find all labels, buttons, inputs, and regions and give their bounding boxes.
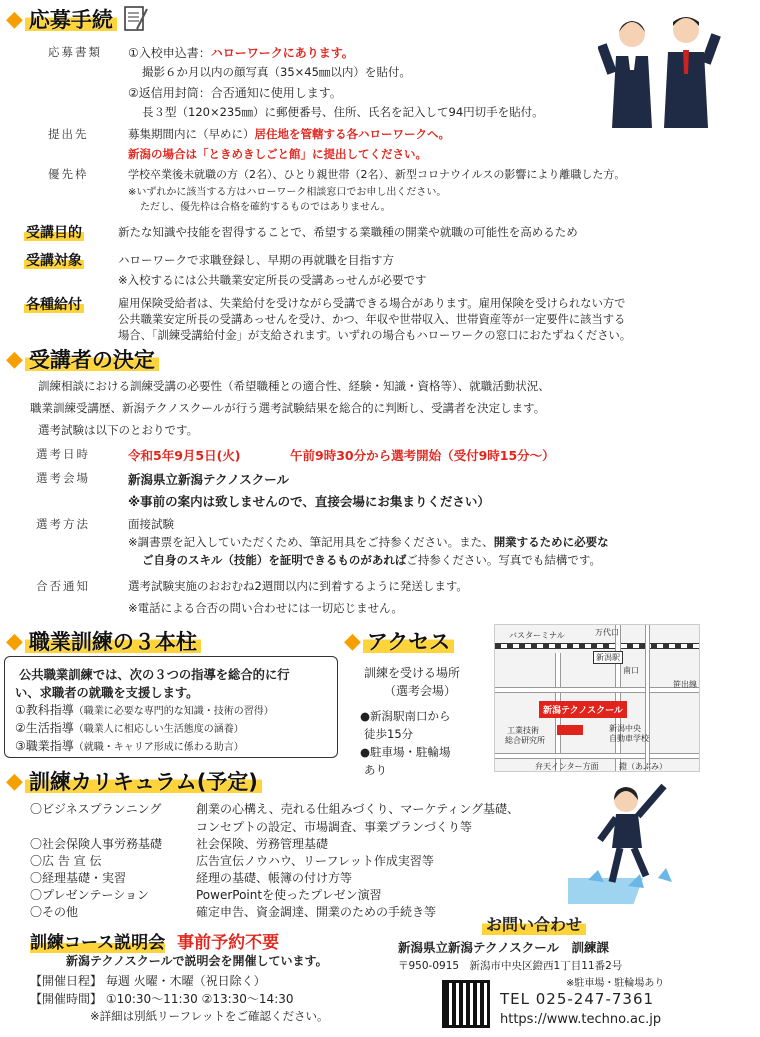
pillars-intro1: 公共職業訓練では、次の３つの指導を総合的に行 [19,668,290,682]
curriculum-desc: コンセプトの設定、市場調査、事業プランづくり等 [196,820,473,834]
access-map[interactable] [494,624,700,772]
submit: 募集期間内に（早めに）居住地を管轄する各ハローワークへ。 [128,127,450,141]
purpose-text: 新たな知識や技能を習得することで、希望する業職種の開業や就職の可能性を高めるため [118,225,578,239]
priority: 学校卒業後未就職の方（2名）、ひとり親世帯（2名）、新型コロナウイルスの影響により離職した方。 [128,168,626,181]
map-label-school: 新潟テクノスクール [539,701,627,718]
curriculum-desc: 経理の基礎、帳簿の付け方等 [196,871,353,885]
access-walk: ●新潟駅南口から [360,709,451,723]
exam-method: 面接試験 [128,517,174,531]
curriculum-item: 〇その他 [30,905,79,919]
pillar-item: ①教科指導（職業に必要な専門的な知識・技術の習得） [15,703,274,717]
submit-niigata: 新潟の場合は「ときめきしごと館」に提出してください。 [128,147,427,161]
exam-venue: 新潟県立新潟テクノスクール [128,472,290,487]
target-note: ※入校するには公共職業安定所長の受講あっせんが必要です [118,273,427,287]
pillars-intro2: い、求職者の就職を支援します。 [15,686,199,700]
briefing-line1: 新潟テクノスクールで説明会を開催しています。 [66,954,328,968]
label-submit: 提出先 [48,127,89,141]
exam-date: 令和5年9月5日(火) [128,448,241,463]
business-people-illustration [598,4,722,128]
briefing-note: ※詳細は別紙リーフレットをご確認ください。 [90,1009,329,1023]
access-walk2: 徒歩15分 [364,727,414,741]
contact-url[interactable]: https://www.techno.ac.jp [500,1012,662,1027]
map-label-lab1: 工業技術 [507,726,539,735]
access-parking: ●駐車場・駐輪場 [360,745,451,759]
target-text: ハローワークで求職登録し、早期の再就職を目指す方 [118,253,394,267]
map-label-driving: 自動車学校 [609,734,649,743]
contact-address: 〒950-0915 新潟市中央区鐙西1丁目11番2号 [398,960,623,972]
tag-purpose: 受講目的 [24,222,84,242]
document-icon [123,5,149,33]
curriculum-item: 〇経理基礎・実習 [30,871,127,885]
briefing-time: 【開催時間】 ①10:30～11:30 ②13:30～14:30 [30,992,294,1006]
road [495,753,700,759]
method-note2: ご自身のスキル（技能）を証明できるものがあればご持参ください。写真でも結構です。 [142,553,601,567]
briefing-days: 【開催日程】 毎週 火曜・木曜（祝日除く） [30,974,266,988]
map-label-ic: 弁天インター方面 [535,762,599,771]
tag-target: 受講対象 [24,250,84,270]
access-parking2: あり [364,763,387,777]
benefit-line2: 公共職業安定所長の受講あっせんを受け、かつ、年収や世帯収入、世帯資産等が一定要件に該当する [118,313,626,326]
benefit-line1: 雇用保険受給者は、失業給付を受けながら受講できる場合があります。雇用保険を受けられない方で [118,297,626,310]
section-heading-decision: ◆ 受講者の決定 [6,344,159,374]
diamond-icon: ◆ [6,768,23,794]
section-heading-pillars: ◆ 職業訓練の３本柱 [6,626,201,656]
curriculum-item: 〇ビジネスプランニング [30,802,162,816]
diamond-icon: ◆ [6,346,23,372]
curriculum-item: 〇広 告 宣 伝 [30,854,102,868]
railway-line [495,643,700,649]
map-label-sasaide: 笹出線 [673,680,697,689]
label-form: 応募書類 [48,45,102,59]
pillars-box [4,656,338,758]
form1: ①入校申込書：ハローワークにあります。 [128,46,354,60]
result-note: ※電話による合否の問い合わせには一切応じません。 [128,601,403,615]
benefit-line3: 場合、「訓練受講給付金」が支給されます。いずれの場合もハローワークの窓口におたずねください。 [118,329,632,342]
map-label-lab2: 総合研究所 [505,736,545,745]
business-woman-illustration [568,782,698,906]
priority-note1: ※いずれかに該当する方はハローワーク相談窓口でお申し出ください。 [128,187,447,198]
curriculum-desc: 広告宣伝ノウハウ、リーフレット作成実習等 [196,854,434,868]
contact-org: 新潟県立新潟テクノスクール 訓練課 [398,940,610,955]
label-venue: 選考会場 [36,471,90,485]
diamond-icon: ◆ [6,6,23,32]
priority-note2: ただし、優先枠は合格を確約するものではありません。 [140,202,391,213]
contact-parking: ※駐車場・駐輪場あり [566,978,665,989]
section-heading-apply: ◆ 応募手続 [6,4,149,34]
exam-time: 午前9時30分から選考開始（受付9時15分～） [290,448,555,463]
result-text: 選考試験実施のおおむね2週間以内に到着するように発送します。 [128,579,468,593]
label-priority: 優先枠 [48,167,89,181]
decision-p2: 職業訓練受講歴、新潟テクノスクールが行う選考試験結果を総合的に判断し、受講者を決定します。 [30,401,546,415]
diamond-icon: ◆ [344,628,361,654]
label-method: 選考方法 [36,517,90,531]
diamond-icon: ◆ [6,628,23,654]
map-label-bus: バスターミナル [509,631,565,640]
qr-code-icon[interactable] [442,980,490,1028]
road [495,687,700,693]
access-place1: 訓練を受ける場所 [364,666,461,680]
curriculum-item: 〇プレゼンテーション [30,888,150,902]
access-place2: （選考会場） [384,684,457,698]
form1-note: 撮影６か月以内の顔写真（35×45㎜以内）を貼付。 [142,65,411,79]
contact-heading: お問い合わせ [482,912,586,935]
school-marker [557,725,583,735]
map-label-manyo: 万代口 [595,628,619,637]
method-note1: ※調書票を記入していただくため、筆記用具をご持参ください。また、開業するために必要な [128,535,609,549]
curriculum-item: 〇社会保険人事労務基礎 [30,837,163,851]
decision-p3: 選考試験は以下のとおりです。 [38,423,199,437]
map-label-abumi: 鐙（あぶみ） [619,762,667,771]
form2-note: 長３型（120×235㎜）に郵便番号、住所、氏名を記入して94円切手を貼付。 [142,105,544,119]
pillar-item: ③職業指導（就職・キャリア形成に係わる助言） [15,739,244,753]
label-date: 選考日時 [36,447,90,461]
map-label-center: 新潟中央 [609,724,641,733]
map-label-station: 新潟駅 [593,651,623,664]
briefing-heading: 訓練コース説明会 事前予約不要 [30,933,280,953]
venue-note: ※事前の案内は致しませんので、直接会場にお集まりください） [128,494,490,509]
map-label-south: 南口 [623,666,639,675]
tag-benefit: 各種給付 [24,294,84,314]
curriculum-desc: 社会保険、労務管理基礎 [196,837,329,851]
section-heading-access: ◆ アクセス [344,626,454,656]
label-result: 合否通知 [36,579,90,593]
curriculum-desc: PowerPointを使ったプレゼン演習 [196,888,382,902]
road [645,625,650,772]
decision-p1: 訓練相談における訓練受講の必要性（希望職種との適合性、経験・知識・資格等）、就職活動状況、 [38,379,550,393]
curriculum-desc: 創業の心構え、売れる仕組みづくり、マーケティング基礎、 [196,802,520,816]
curriculum-desc: 確定申告、資金調達、開業のための手続き等 [196,905,437,919]
section-heading-curriculum: ◆ 訓練カリキュラム(予定) [6,766,262,796]
pillar-item: ②生活指導（職業人に相応しい生活態度の涵養） [15,721,244,735]
contact-tel[interactable]: TEL 025-247-7361 [500,990,655,1008]
road [615,625,621,772]
form2: ②返信用封筒：合否通知に使用します。 [128,86,342,100]
